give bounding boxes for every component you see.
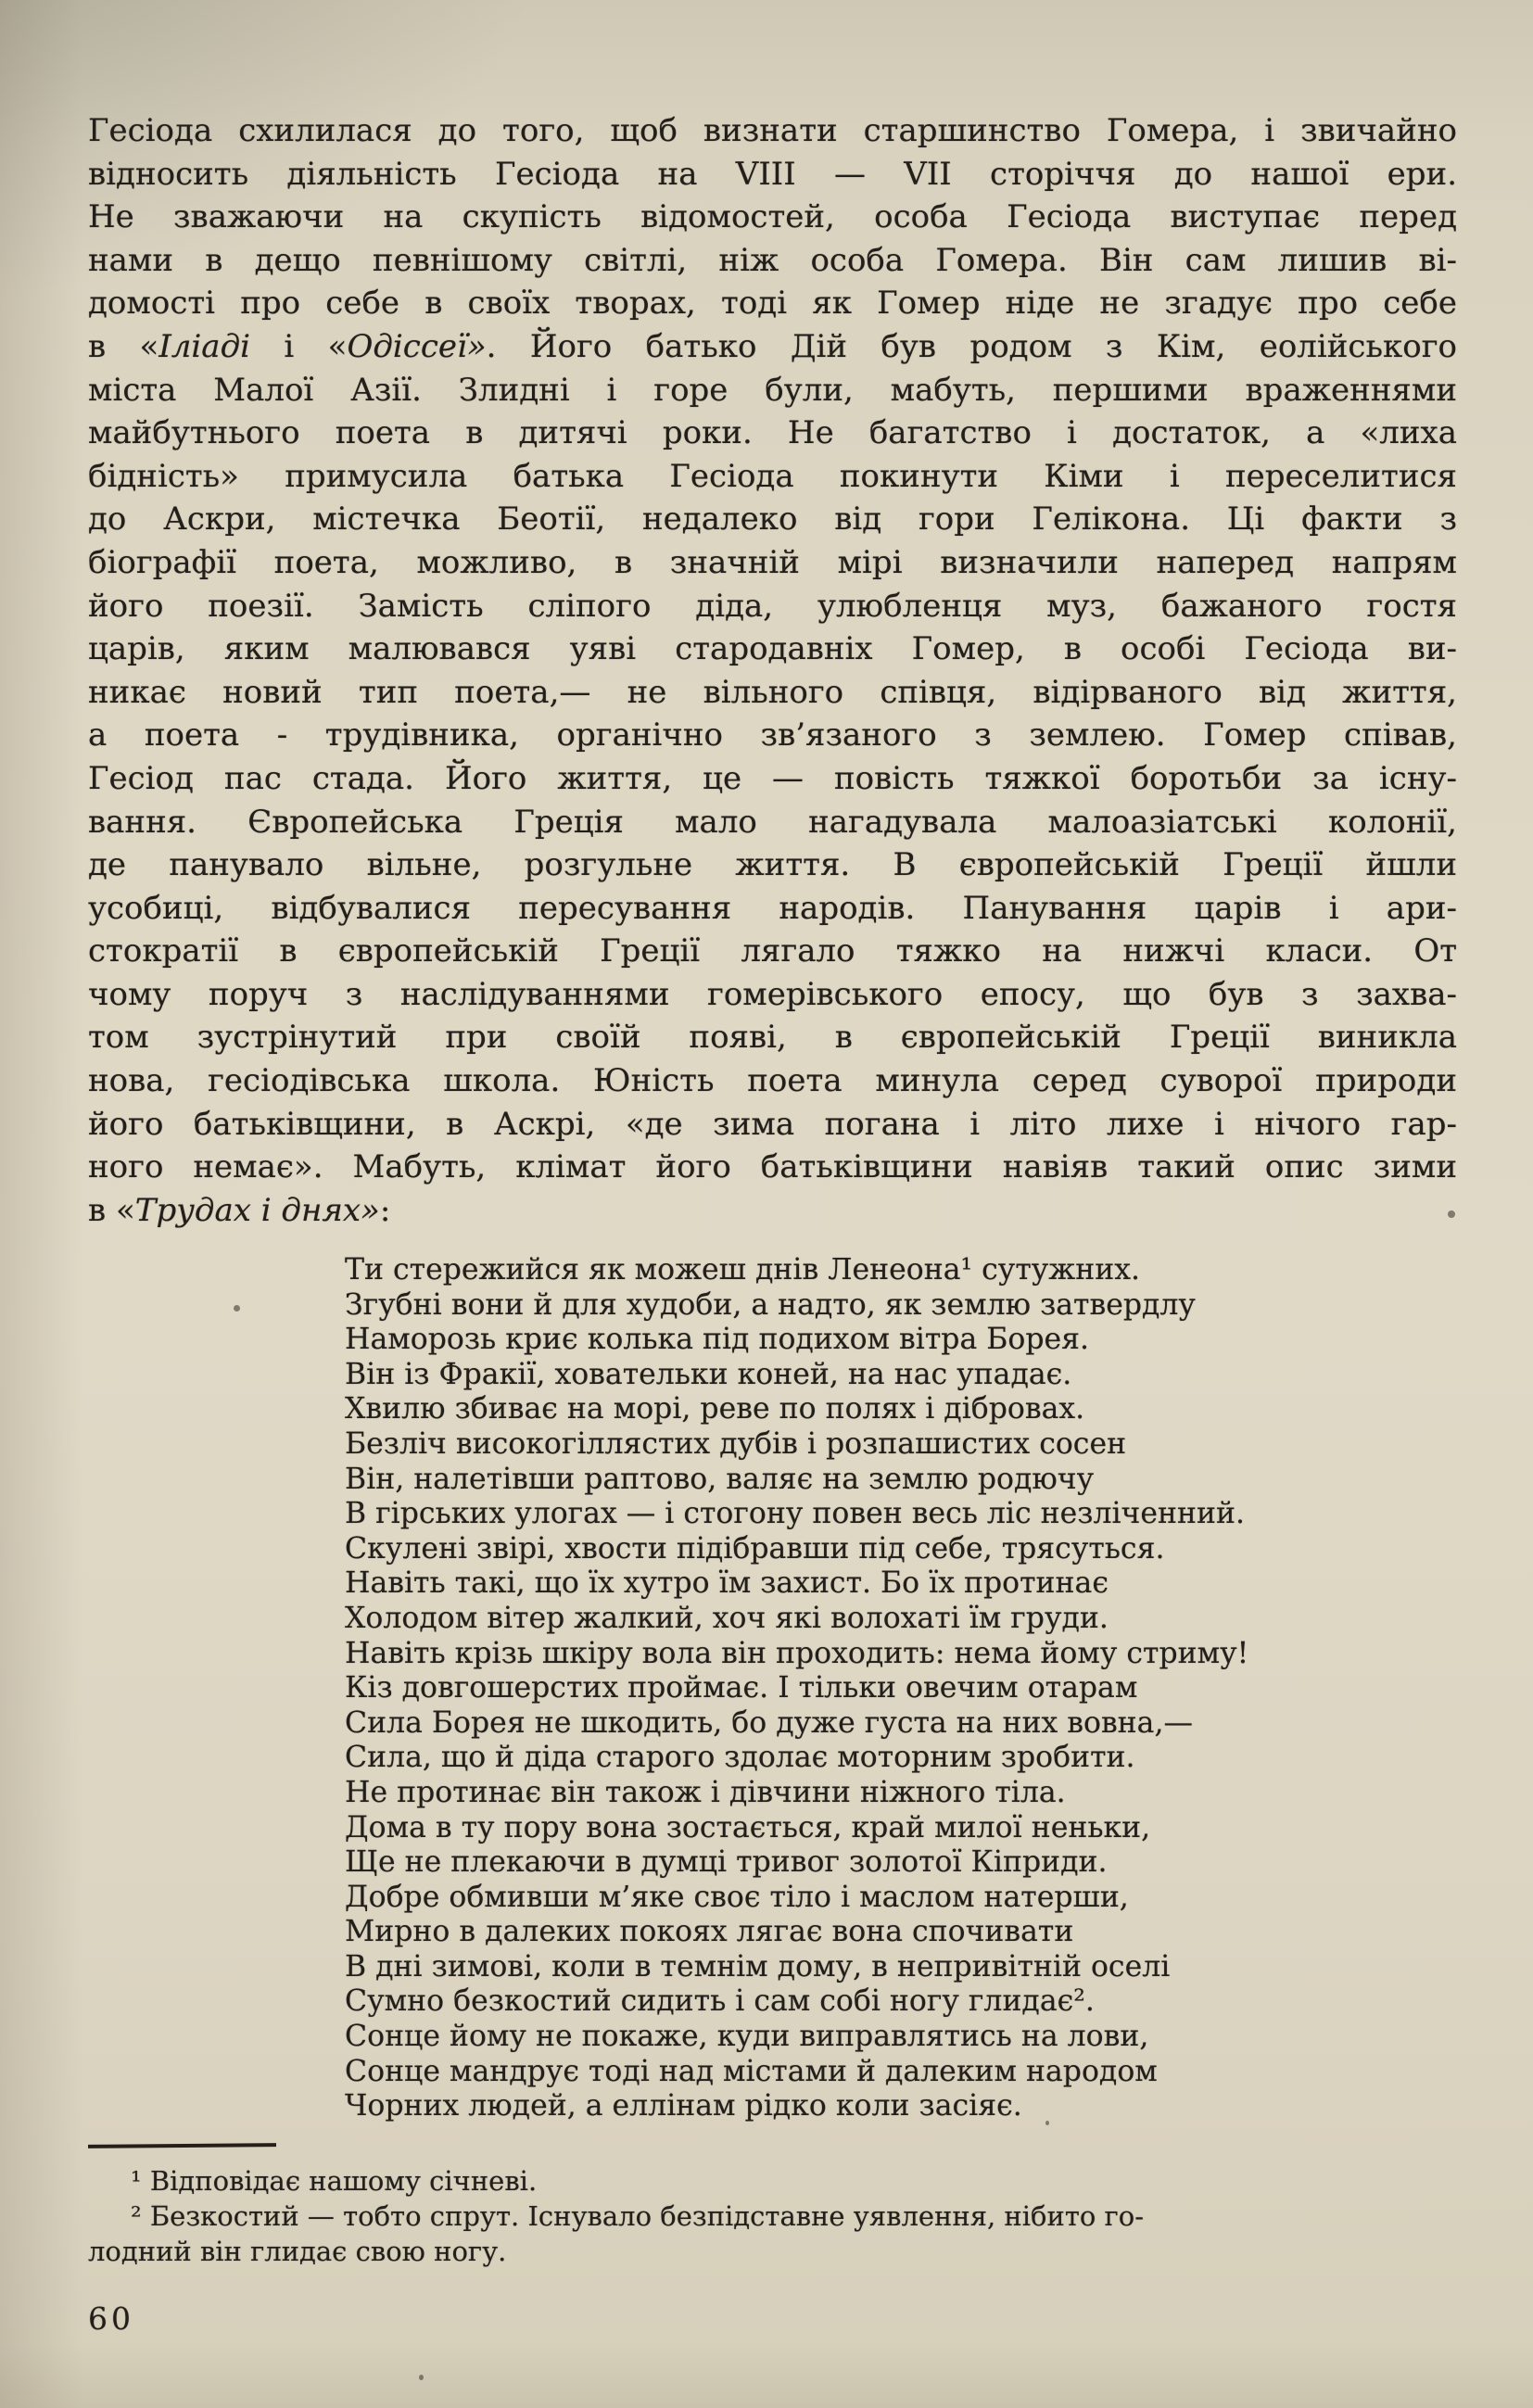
footnote-line: лодний він глидає свою ногу. [88,2236,507,2268]
verse-line: Сила Борея не шкодить, бо дуже густа на них вовна,— [345,1705,1193,1740]
text-line: нова, гесіодівська школа. Юність поета минула серед суворої природи [88,1062,1457,1100]
verse-line: Він, налетівши раптово, валяє на землю родючу [345,1462,1095,1496]
footnote-separator-rule [88,2143,276,2148]
text-line: никає новий тип поета,— не вільного співця, відірваного від життя, [88,673,1457,711]
page-number: 60 [88,2300,134,2337]
text-line: домості про себе в своїх творах, тоді як Гомер ніде не згадує про себе [88,285,1457,323]
verse-line: Сумно безкостий сидить і сам собі ногу глидає². [345,1984,1095,2019]
text-line: його батьківщини, в Аскрі, «де зима погана і літо лихе і нічого гар- [88,1105,1457,1143]
verse-line: Хвилю збиває на морі, реве по полях і дібровах. [345,1392,1085,1426]
text-line: Гесіода схилилася до того, щоб визнати старшинство Гомера, і звичайно [88,112,1457,149]
text-line: до Аскри, містечка Беотії, недалеко від гори Гелікона. Ці факти з [88,501,1457,539]
text-line: біографії поета, можливо, в значній мірі визначили наперед напрям [88,543,1457,581]
verse-line: Добре обмивши м’яке своє тіло і маслом натерши, [345,1880,1129,1914]
text-line: в «Трудах і днях»: [88,1191,391,1229]
footnotes [88,2163,1460,2270]
text-line: стократії в європейській Греції лягало тяжко на нижчі класи. От [88,932,1457,970]
verse-line: Безліч високогіллястих дубів і розпашистих сосен [345,1426,1127,1461]
text-line: майбутнього поета в дитячі роки. Не багатство і достаток, а «лиха [88,414,1457,452]
verse-line: Згубні вони й для худоби, а надто, як землю затвердлу [345,1287,1196,1322]
verse-line: В гірських улогах — і стогону повен весь ліс незліченний. [345,1497,1245,1531]
text-line: бідність» примусила батька Гесіода покинути Кіми і переселитися [88,457,1457,495]
verse-line: Кіз довгошерстих проймає. І тільки овечим отарам [345,1671,1138,1705]
main-paragraph [88,109,1457,1232]
text-line: в «Іліаді і «Одіссеї». Його батько Дій був родом з Кім, еолійського [88,327,1457,365]
text-line: ного немає». Мабуть, клімат його батьківщини навіяв такий опис зими [88,1148,1457,1186]
text-line: а поета - трудівника, органічно зв’язаного з землею. Гомер співав, [88,716,1457,754]
text-line: відносить діяльність Гесіода на VIII — VII сторіччя до нашої ери. [88,155,1457,193]
text-line: том зустрінутий при своїй появі, в європейській Греції виникла [88,1019,1457,1057]
verse-line: Мирно в далеких покоях лягає вона спочивати [345,1915,1074,1949]
verse-line: Сила, що й діда старого здолає моторним зробити. [345,1741,1135,1775]
verse-line: Навіть такі, що їх хутро їм захист. Бо їх протинає [345,1566,1109,1601]
text-line: міста Малої Азії. Злидні і горе були, мабуть, першими враженнями [88,371,1457,409]
text-line: чому поруч з наслідуваннями гомерівського епосу, що був з захва- [88,975,1457,1013]
verse-line: Сонце йому не покаже, куди виправлятись на лови, [345,2020,1149,2054]
verse-line: Дома в ту пору вона зостається, край милої неньки, [345,1810,1151,1844]
verse-line: Ти стережийся як можеш днів Ленеона¹ сутужних. [345,1253,1141,1286]
text-line: нами в дещо певнішому світлі, ніж особа Гомера. Він сам лишив ві- [88,241,1457,279]
text-line: Не зважаючи на скупість відомостей, особа Гесіода виступає перед [88,198,1457,236]
verse-line: Чорних людей, а еллінам рідко коли засіяє. [345,2089,1022,2123]
footnote-line: ¹ Відповідає нашому січневі. [131,2165,538,2197]
verse-quotation [345,1253,1476,2124]
verse-line: Ще не плекаючи в думці тривог золотої Кіприди. [345,1845,1108,1880]
text-line: вання. Європейська Греція мало нагадувала малоазіатські колонії, [88,803,1457,841]
verse-line: Наморозь криє колька під подихом вітра Борея. [345,1323,1090,1357]
verse-line: Навіть крізь шкіру вола він проходить: нема йому стриму! [345,1636,1249,1670]
text-line: усобиці, відбувалися пересування народів. Панування царів і ари- [88,889,1457,927]
paper-speck [1045,2121,1049,2125]
verse-line: Скулені звірі, хвости підібравши під себе, трясуться. [345,1531,1165,1565]
verse-line: В дні зимові, коли в темнім дому, в непривітній оселі [345,1949,1171,1983]
verse-line: Холодом вітер жалкий, хоч які волохаті їм груди. [345,1601,1109,1635]
paper-speck [234,1305,240,1312]
text-line: де панувало вільне, розгульне життя. В європейській Греції йшли [88,846,1457,884]
paper-speck [1448,1210,1455,1218]
verse-line: Сонце мандрує тоді над містами й далеким народом [345,2054,1158,2088]
text-line: Гесіод пас стада. Його життя, це — повість тяжкої боротьби за існу- [88,759,1457,797]
text-line: царів, яким малювався уяві стародавніх Гомер, в особі Гесіода ви- [88,630,1457,668]
text-line: його поезії. Замість сліпого діда, улюбленця муз, бажаного гостя [88,587,1457,625]
verse-line: Він із Фракії, ховательки коней, на нас упадає. [345,1357,1072,1391]
footnote-line: ² Безкостий — тобто спрут. Існувало безпідставне уявлення, нібито го- [131,2200,1144,2233]
paper-speck [419,2375,424,2380]
verse-line: Не протинає він також і дівчини ніжного тіла. [345,1775,1066,1809]
